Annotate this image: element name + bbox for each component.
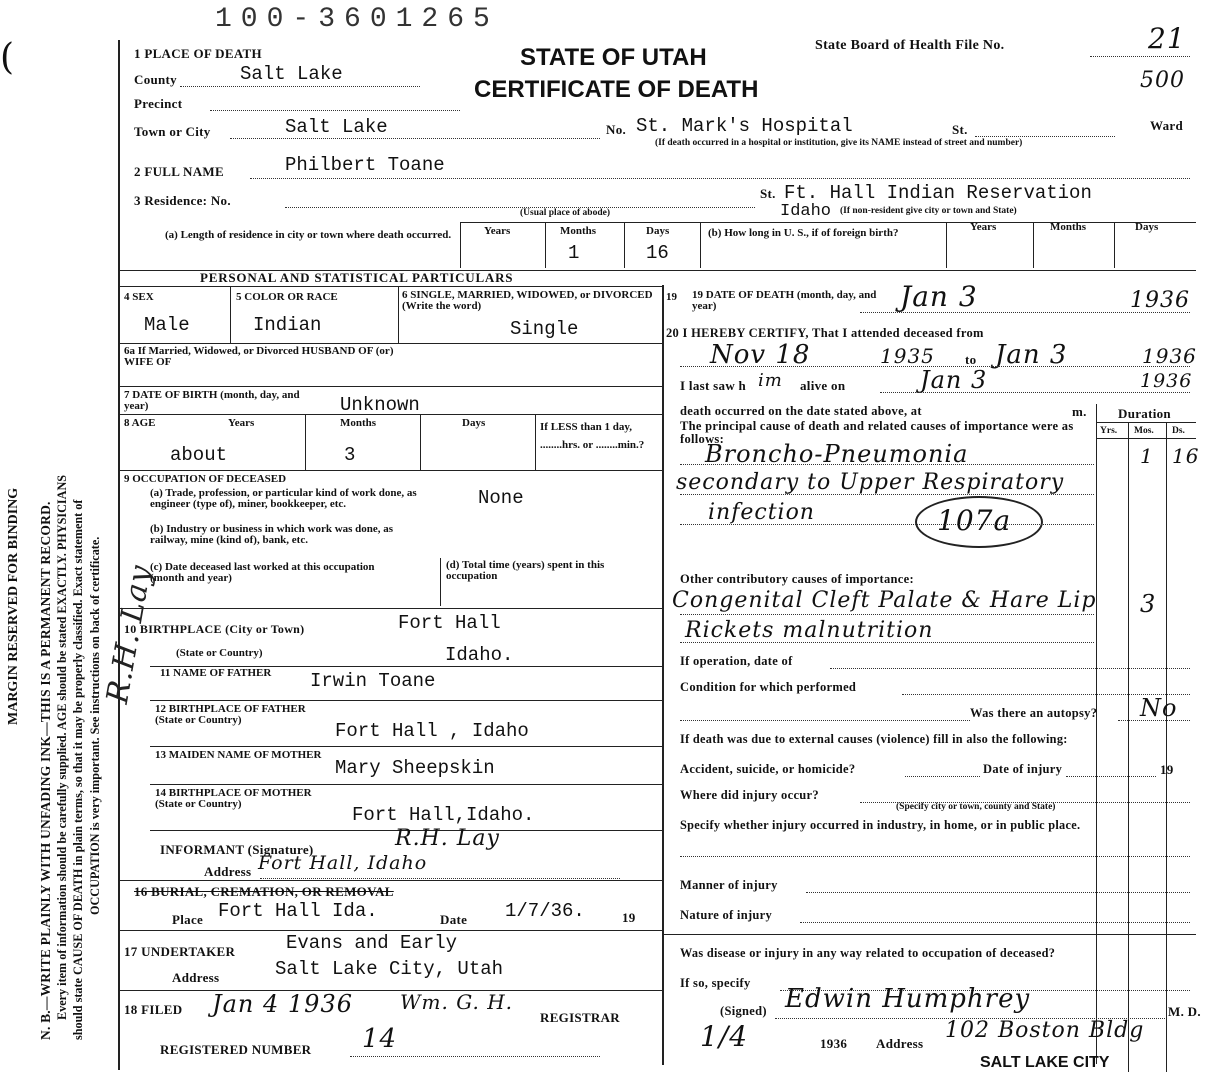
- precinct-label: Precinct: [134, 96, 183, 111]
- name-value: Philbert Toane: [285, 154, 445, 176]
- rule: [860, 312, 1190, 313]
- cause-2: secondary to Upper Respiratory: [676, 470, 1065, 495]
- burial-date-label: Date: [440, 912, 468, 927]
- rule: [1090, 56, 1190, 57]
- signed-label: (Signed): [720, 1004, 767, 1018]
- place-label: 1 PLACE OF DEATH: [134, 46, 262, 61]
- ward-label: Ward: [1150, 118, 1183, 133]
- dod-value: Jan 3: [900, 280, 978, 313]
- age-years: about: [170, 444, 228, 466]
- margin-note-2: Every item of information should be carefully supplied. AGE should be stated EXACTLY. PHYSICIANS: [55, 474, 69, 1020]
- other-1: Congenital Cleft Palate & Hare Lip: [672, 588, 1097, 613]
- rule: [1166, 422, 1167, 1072]
- rule: [680, 614, 1094, 615]
- rule: [1033, 222, 1034, 268]
- rule: [305, 414, 306, 470]
- sex-label: 4 SEX: [124, 291, 154, 303]
- alive-on-label: alive on: [800, 378, 846, 393]
- cause-3: infection: [708, 500, 815, 525]
- rule: [118, 930, 662, 931]
- duration-label: Duration: [1118, 406, 1171, 421]
- form-left-border: [118, 40, 120, 1070]
- rule: [398, 286, 399, 343]
- father-bp-value: Fort Hall , Idaho: [335, 720, 529, 742]
- rule: [946, 222, 947, 268]
- abode-note: (Usual place of abode): [520, 208, 610, 218]
- rule: [880, 392, 1190, 393]
- town-label: Town or City: [134, 124, 211, 139]
- reg-no-label: REGISTERED NUMBER: [160, 1042, 312, 1057]
- rule: [680, 524, 1094, 525]
- rule: [1096, 422, 1196, 423]
- to-value: Jan 3: [995, 340, 1068, 370]
- stamp-number: 100-3601265: [215, 4, 499, 35]
- rule: [210, 110, 460, 111]
- state-label: (State or Country): [176, 647, 263, 659]
- dod-year: 1936: [1130, 288, 1190, 313]
- occ-a-label: (a) Trade, profession, or particular kind of work done, as engineer (type of), miner, bookkeeper, etc.: [150, 487, 417, 510]
- rule: [680, 642, 1094, 643]
- rule: [350, 1056, 600, 1057]
- filed-label: 18 FILED: [124, 1002, 183, 1017]
- last-saw-label: I last saw h: [680, 378, 747, 393]
- dob-value: Unknown: [340, 394, 420, 416]
- file-no-label: State Board of Health File No.: [815, 38, 1005, 53]
- signed-value: Edwin Humphrey: [785, 984, 1031, 1014]
- age-years-h: Years: [228, 417, 255, 429]
- residence-value: Ft. Hall Indian Reservation: [784, 182, 1092, 204]
- age-label: 8 AGE: [124, 417, 156, 429]
- rule: [1114, 222, 1115, 268]
- mother-value: Mary Sheepskin: [335, 757, 495, 779]
- rule: [118, 470, 662, 471]
- hospital-note: (If death occurred in a hospital or institution, give its NAME instead of street and number): [655, 138, 1023, 148]
- spouse-label: 6a If Married, Widowed, or Divorced HUSBAND OF (or) WIFE OF: [124, 345, 394, 368]
- row-19-num: 19: [666, 291, 677, 303]
- county-label: County: [134, 72, 177, 87]
- file-no: 21: [1148, 22, 1186, 55]
- death-occurred-label: death occurred on the date stated above, at: [680, 404, 922, 418]
- mother-bp-label: 14 BIRTHPLACE OF MOTHER (State or Country): [155, 787, 312, 810]
- autopsy-value: No: [1140, 694, 1178, 722]
- disease-label: Was disease or injury in any way related to occupation of deceased?: [680, 946, 1056, 960]
- us-months-h: Months: [1050, 221, 1087, 233]
- undertaker-address: Salt Lake City, Utah: [275, 958, 504, 980]
- external-label: If death was due to external causes (violence) fill in also the following:: [680, 732, 1068, 746]
- rule: [118, 414, 662, 415]
- title-certificate: CERTIFICATE OF DEATH: [474, 76, 759, 103]
- dur-ds: Ds.: [1172, 426, 1185, 436]
- burial-place-label: Place: [172, 912, 204, 927]
- age-months: 3: [344, 444, 356, 466]
- color-label: 5 COLOR OR RACE: [236, 291, 338, 303]
- rule: [1118, 720, 1190, 721]
- margin-binding: MARGIN RESERVED FOR BINDING: [6, 487, 21, 725]
- rule: [150, 746, 662, 747]
- occ-c-label: (c) Date deceased last worked at this occupation (month and year): [150, 561, 375, 584]
- other-2: Rickets malnutrition: [685, 618, 934, 643]
- res-months-h: Months: [560, 225, 597, 237]
- personal-header: PERSONAL AND STATISTICAL PARTICULARS: [200, 270, 514, 285]
- rule: [180, 86, 420, 87]
- informant-signature: R.H. Lay: [395, 826, 500, 851]
- certify-label: 20 I HEREBY CERTIFY, That I attended deceased from: [666, 326, 984, 340]
- informant-label: INFORMANT (Signature): [160, 842, 314, 857]
- rule: [118, 608, 662, 609]
- dur-yrs: Yrs.: [1100, 426, 1118, 436]
- rule: [535, 414, 536, 470]
- rule: [440, 558, 441, 606]
- res-months: 1: [568, 242, 580, 264]
- rule: [806, 892, 1190, 893]
- other-dur: 3: [1140, 590, 1157, 618]
- title-state: STATE OF UTAH: [520, 44, 707, 71]
- rule: [250, 178, 1190, 179]
- dur-mos: Mos.: [1134, 426, 1154, 436]
- father-label: 11 NAME OF FATHER: [160, 667, 272, 679]
- residence-label: 3 Residence: No.: [134, 193, 231, 208]
- specify-label: Specify whether injury occurred in industry, in home, or in public place.: [680, 818, 1081, 832]
- m-label: m.: [1072, 404, 1087, 419]
- age-months-h: Months: [340, 417, 377, 429]
- cause-label: The principal cause of death and related causes of importance were as follows:: [680, 419, 1074, 446]
- accident-label: Accident, suicide, or homicide?: [680, 762, 856, 776]
- marital-value: Single: [510, 318, 579, 340]
- birthplace-label: 10 BIRTHPLACE (City or Town): [124, 622, 305, 636]
- county-value: Salt Lake: [240, 63, 343, 85]
- burial-date: 1/7/36.: [505, 900, 585, 922]
- rule: [150, 784, 662, 785]
- margin-mark: (: [0, 37, 15, 78]
- rule: [150, 700, 662, 701]
- rule: [975, 136, 1115, 137]
- st-label: St.: [952, 122, 968, 137]
- occ-value: None: [478, 487, 524, 509]
- rule: [905, 776, 980, 777]
- from-year: 1935: [880, 344, 935, 368]
- rule: [1096, 404, 1097, 1064]
- ifso-label: If so, specify: [680, 976, 751, 990]
- occ-label: 9 OCCUPATION OF DECEASED: [124, 473, 287, 485]
- rule: [1066, 776, 1156, 777]
- md-label: M. D.: [1168, 1004, 1201, 1019]
- nonres-note: (If non-resident give city or town and State): [840, 206, 1017, 216]
- sign-date: 1/4: [700, 1020, 749, 1053]
- reg-no: 14: [362, 1024, 398, 1054]
- burial-year: 19: [622, 910, 636, 925]
- rule: [800, 922, 1190, 923]
- rule: [680, 856, 1190, 857]
- rule: [700, 222, 701, 268]
- occ-b-label: (b) Industry or business in which work was done, as railway, mine (kind of), bank, etc.: [150, 523, 394, 546]
- file-no-2: 500: [1140, 68, 1185, 93]
- sex-value: Male: [144, 314, 190, 336]
- no-label: No.: [606, 122, 627, 137]
- rule: [118, 990, 662, 991]
- rule: [545, 222, 546, 268]
- rule: [118, 880, 662, 881]
- informant-address: Fort Hall, Idaho: [258, 852, 428, 874]
- length-label: (a) Length of residence in city or town where death occurred.: [165, 229, 452, 241]
- burial-label: 16 BURIAL, CREMATION, OR REMOVAL: [134, 884, 394, 899]
- rule: [1096, 438, 1196, 439]
- from-value: Nov 18: [710, 340, 811, 370]
- to-year: 1936: [1142, 344, 1197, 368]
- registrar-signature: Wm. G. H.: [400, 990, 514, 1014]
- condition-label: Condition for which performed: [680, 680, 857, 694]
- rule: [230, 286, 231, 343]
- name-label: 2 FULL NAME: [134, 164, 224, 179]
- color-value: Indian: [253, 314, 322, 336]
- res-days-h: Days: [646, 225, 670, 237]
- rule: [680, 720, 970, 721]
- father-bp-label: 12 BIRTHPLACE OF FATHER (State or Country): [155, 703, 306, 726]
- us-years-h: Years: [970, 221, 997, 233]
- residence-state: Idaho: [780, 202, 832, 221]
- doctor-city: SALT LAKE CITY: [980, 1054, 1110, 1071]
- margin-note-3: should state CAUSE OF DEATH in plain terms, so that it may be properly classified. Exact statement of: [71, 499, 85, 1040]
- residence-st: St.: [760, 186, 776, 201]
- foreign-label: (b) How long in U. S., if of foreign birth?: [708, 227, 899, 239]
- undertaker-address-label: Address: [172, 970, 220, 985]
- rule: [830, 668, 1190, 669]
- father-value: Irwin Toane: [310, 670, 436, 692]
- mother-bp-value: Fort Hall,Idaho.: [352, 804, 535, 826]
- nature-label: Nature of injury: [680, 908, 773, 922]
- operation-label: If operation, date of: [680, 654, 793, 668]
- rule: [1128, 422, 1129, 1072]
- cause-1: Broncho-Pneumonia: [705, 440, 969, 468]
- less-label: If LESS than 1 day, ........hrs. or ........min.?: [540, 421, 645, 451]
- rule: [680, 494, 1094, 495]
- manner-label: Manner of injury: [680, 878, 778, 892]
- cause-code: 107a: [937, 504, 1012, 537]
- cause-dur-mos: 1: [1140, 444, 1154, 468]
- undertaker-name: Evans and Early: [286, 932, 458, 954]
- injury-date-label: Date of injury: [983, 762, 1063, 776]
- autopsy-label: Was there an autopsy?: [970, 706, 1098, 720]
- occ-d-label: (d) Total time (years) spent in this occupation: [446, 559, 605, 582]
- mother-label: 13 MAIDEN NAME OF MOTHER: [155, 749, 322, 761]
- last-saw-year: 1936: [1140, 370, 1193, 392]
- birthstate-value: Idaho.: [445, 644, 514, 666]
- burial-place: Fort Hall Ida.: [218, 900, 378, 922]
- rule: [118, 286, 662, 287]
- birthplace-value: Fort Hall: [398, 612, 501, 634]
- rule: [118, 386, 662, 387]
- other-label: Other contributory causes of importance:: [680, 572, 914, 586]
- age-days-h: Days: [462, 417, 486, 429]
- margin-note-4: OCCUPATION is very important. See instructions on back of certificate.: [88, 536, 102, 915]
- margin-signature-text: R.H. Lay: [100, 562, 159, 707]
- rule: [460, 222, 461, 268]
- doctor-address: 102 Boston Bldg: [945, 1018, 1145, 1043]
- rule: [624, 222, 625, 268]
- rule: [420, 414, 421, 470]
- dod-label: 19 DATE OF DEATH (month, day, and year): [692, 289, 877, 312]
- undertaker-label: 17 UNDERTAKER: [124, 944, 236, 959]
- where-label: Where did injury occur?: [680, 788, 819, 802]
- margin-note-1: N. B.—WRITE PLAINLY WITH UNFADING INK—THIS IS A PERMANENT RECORD.: [38, 501, 53, 1040]
- registrar-label: REGISTRAR: [540, 1010, 620, 1025]
- where-note: (Specify city or town, county and State): [896, 802, 1056, 812]
- rule: [230, 138, 600, 139]
- us-days-h: Days: [1135, 221, 1159, 233]
- town-value: Salt Lake: [285, 116, 388, 138]
- rule: [662, 934, 1196, 935]
- marital-label: 6 SINGLE, MARRIED, WIDOWED, or DIVORCED (Write the word): [402, 289, 653, 312]
- rule: [260, 878, 620, 879]
- rule: [680, 464, 1094, 465]
- informant-address-label: Address: [204, 864, 252, 879]
- rule: [118, 343, 662, 344]
- cause-dur-ds: 16: [1172, 444, 1200, 468]
- address-label: Address: [876, 1036, 924, 1051]
- filed-value: Jan 4 1936: [212, 990, 353, 1018]
- res-years-h: Years: [484, 225, 511, 237]
- last-saw-value: Jan 3: [920, 366, 988, 394]
- column-divider: [662, 285, 664, 1065]
- last-saw-pronoun: im: [758, 370, 783, 391]
- sign-year: 1936: [820, 1036, 848, 1051]
- res-days: 16: [646, 242, 669, 264]
- dob-label: 7 DATE OF BIRTH (month, day, and year): [124, 389, 300, 412]
- hospital-value: St. Mark's Hospital: [636, 115, 853, 137]
- injury-year: 19: [1160, 762, 1174, 777]
- to-label: to: [965, 352, 977, 367]
